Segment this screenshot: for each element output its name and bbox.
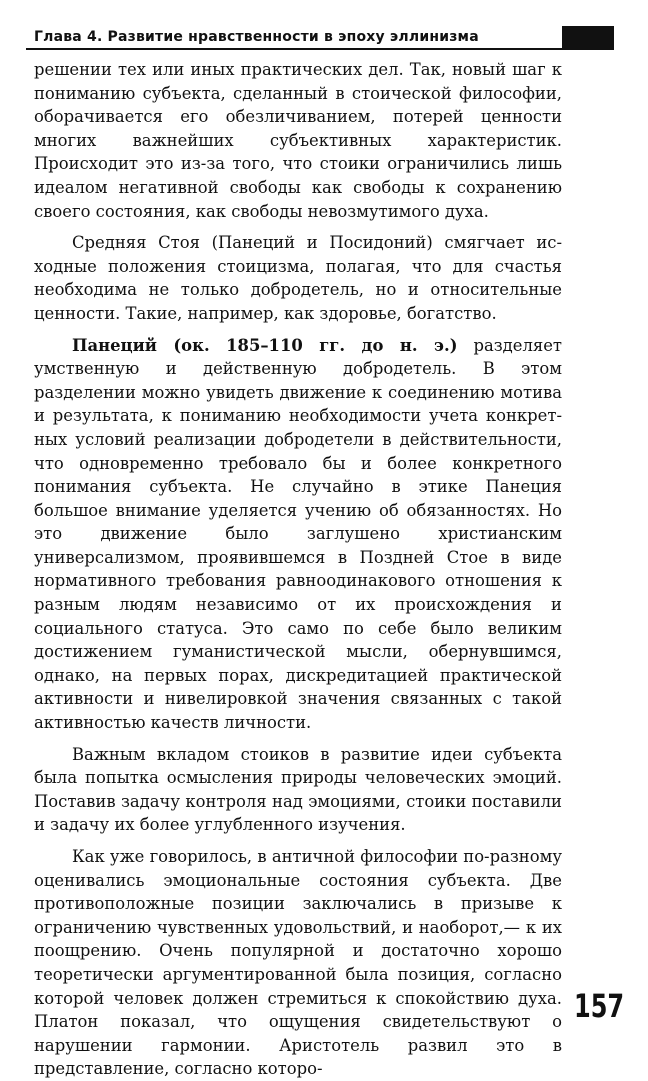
paragraph-5 — [34, 845, 562, 1081]
paragraph-4 — [34, 743, 562, 837]
paragraph-1-text: решении тех или иных практических дел. Так, новый шаг к пониманию субъекта, сделанный в стоической философии, оборачивается его обезличиванием, потерей ценности многих важнейших субъективных характеристик. Происходит это из-за того, что стоики ограничились лишь идеалом негативной свободы как свободы к сохранению своего состояния, как свободы невозмутимого духа. — [34, 60, 562, 221]
paragraph-3-text: разделяет умственную и действенную добродетель. В этом разделении можно увидеть движение к соединению мотива и результата, к пониманию необходимости учета конкретных условий реализации добродетели в действительности, что одновременно требовало бы и более конкретного понимания субъекта. Не случайно в этике Панеция большое внимание уделяется учению об обязанностях. Но это движение было заглушено христианским универсализмом, проявившемся в Поздней Стое в виде нормативного требования равноодинакового отношения к разным людям независимо от их происхождения и социального статуса. Это само по себе было великим достижением гуманистической мысли, обернувшимся, однако, на первых порах, дискредитацией практической активности и нивелировкой значения связанных с такой активностью качеств личности. — [34, 335, 562, 733]
paragraph-4-text: Важным вкладом стоиков в развитие идеи субъекта была попытка осмысления природы человеческих эмоций. Поставив задачу контроля над эмоциями, стоики поставили и задачу их более углубленного изучения. — [34, 744, 562, 835]
paragraph-5-text: Как уже говорилось, в античной философии по-разному оценивались эмоциональные состояния субъекта. Две противоположные позиции заключались в призыве к ограничению чувственных удовольствий, и наоборот,— к их поощрению. Очень популярной и достаточно хорошо теоретически аргументированной была позиция, согласно которой человек должен стремиться к спокойствию духа. Платон показал, что ощущения свидетельствуют о нарушении гармонии. Аристотель развил это в представление, согласно которо- — [34, 847, 562, 1079]
body-text — [34, 58, 562, 1081]
paragraph-2-text: Средняя Стоя (Панеций и Посидоний) смягчает исходные положения стоицизма, полагая, что для счастья необходима не только добродетель, но и относительные ценности. Такие, например, как здоровье, богатство. — [34, 233, 562, 323]
running-head: Глава 4. Развитие нравственности в эпоху эллинизма — [34, 29, 479, 45]
header-black-block — [562, 26, 614, 48]
page-number: 157 — [574, 987, 625, 1025]
paragraph-3-lead: Панеций (ок. 185–110 гг. до н. э.) — [72, 335, 458, 355]
page-header — [26, 26, 614, 50]
header-rule — [26, 48, 614, 50]
paragraph-2 — [34, 231, 562, 325]
paragraph-3 — [34, 334, 562, 735]
paragraph-1 — [34, 58, 562, 223]
